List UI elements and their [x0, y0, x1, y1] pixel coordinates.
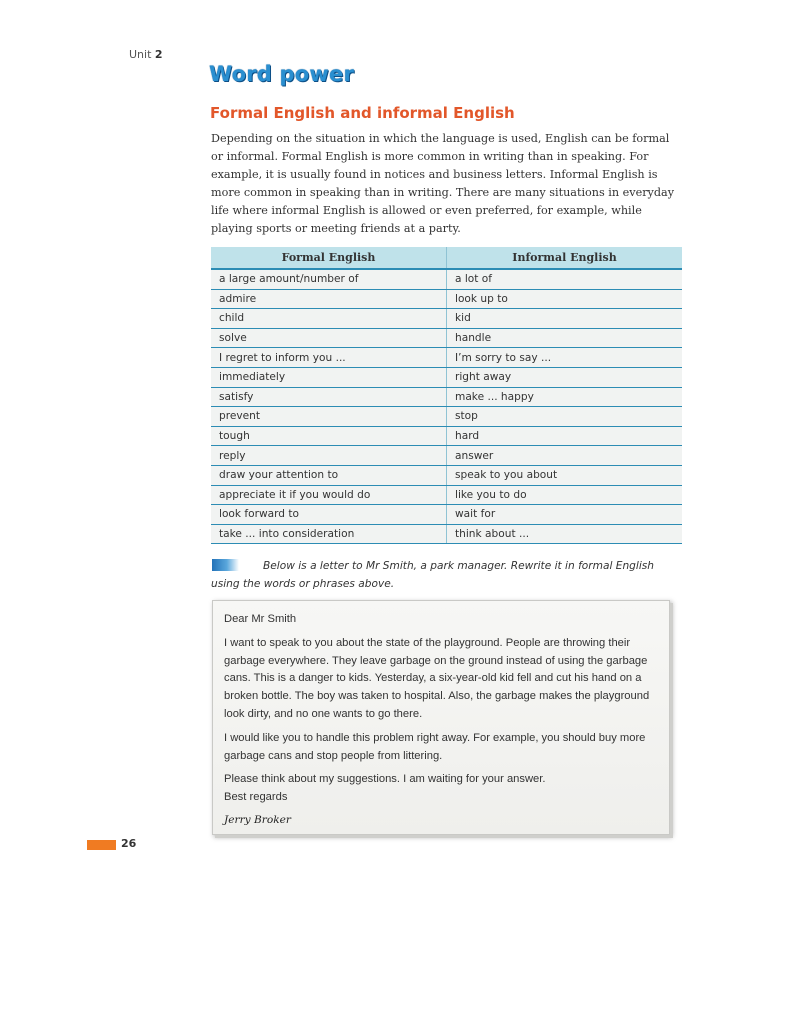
table-row [211, 289, 682, 309]
informal-cell: I’m sorry to say ... [447, 348, 683, 368]
informal-cell: right away [447, 367, 683, 387]
letter-paragraph-1: I want to speak to you about the state of the playground. People are throwing their garbage everywhere. They leave garbage on the ground instead of using the garbage cans. This is a danger to kids. Yesterday, a six-year-old kid fell and cut his hand on a broken bottle. The boy was taken to hospital. Also, the garbage makes the playground look dirty, and no one wants to go there. [224, 636, 650, 720]
informal-cell: hard [447, 426, 683, 446]
table-row [211, 446, 682, 466]
letter-closing: Best regards [224, 791, 288, 804]
formal-cell: child [211, 309, 447, 329]
informal-cell: kid [447, 309, 683, 329]
letter-signature: Jerry Broker [224, 813, 291, 826]
column-header-informal: Informal English [447, 247, 683, 269]
letter-card [212, 600, 670, 835]
informal-cell: speak to you about [447, 465, 683, 485]
table-row [211, 348, 682, 368]
formal-cell: a large amount/number of [211, 269, 447, 289]
table-row [211, 524, 682, 544]
formal-cell: satisfy [211, 387, 447, 407]
table-header-row [211, 247, 682, 269]
formal-cell: appreciate it if you would do [211, 485, 447, 505]
informal-cell: handle [447, 328, 683, 348]
table-row [211, 485, 682, 505]
unit-prefix: Unit [129, 48, 152, 61]
table-row [211, 505, 682, 525]
informal-cell: wait for [447, 505, 683, 525]
column-header-formal: Formal English [211, 247, 447, 269]
informal-cell: answer [447, 446, 683, 466]
formal-cell: take ... into consideration [211, 524, 447, 544]
page-title: Word power [209, 62, 355, 86]
informal-cell: like you to do [447, 485, 683, 505]
informal-cell: a lot of [447, 269, 683, 289]
vocabulary-table [211, 247, 682, 544]
formal-cell: immediately [211, 367, 447, 387]
formal-cell: solve [211, 328, 447, 348]
formal-cell: prevent [211, 407, 447, 427]
exercise-instruction: Below is a letter to Mr Smith, a park manager. Rewrite it in formal English using the words or phrases above. [211, 560, 655, 590]
letter-paragraph-2: I would like you to handle this problem right away. For example, you should buy more garbage cans and stop people from littering. [224, 731, 646, 762]
formal-cell: look forward to [211, 505, 447, 525]
table-row [211, 407, 682, 427]
formal-cell: admire [211, 289, 447, 309]
page-number: 26 [121, 837, 137, 850]
informal-cell: look up to [447, 289, 683, 309]
section-title: Formal English and informal English [210, 104, 515, 122]
table-row [211, 367, 682, 387]
unit-number: 2 [154, 48, 163, 61]
table-row [211, 309, 682, 329]
formal-cell: reply [211, 446, 447, 466]
formal-cell: tough [211, 426, 447, 446]
table-row [211, 426, 682, 446]
table-row [211, 465, 682, 485]
informal-cell: think about ... [447, 524, 683, 544]
unit-label [129, 48, 163, 61]
formal-cell: draw your attention to [211, 465, 447, 485]
page-number-bar [87, 840, 116, 850]
table-row [211, 269, 682, 289]
formal-cell: I regret to inform you ... [211, 348, 447, 368]
table-row [211, 328, 682, 348]
informal-cell: make ... happy [447, 387, 683, 407]
intro-paragraph: Depending on the situation in which the language is used, English can be formal or informal. Formal English is more common in writing than in speaking. For example, it is usually found in notices and business letters. Informal English is more common in speaking than in writing. There are many situations in everyday life where informal English is allowed or even preferred, for example, while playing sports or meeting friends at a party. [211, 132, 675, 236]
letter-greeting: Dear Mr Smith [224, 613, 297, 625]
table-row [211, 387, 682, 407]
letter-paragraph-3: Please think about my suggestions. I am waiting for your answer. [224, 773, 546, 786]
informal-cell: stop [447, 407, 683, 427]
